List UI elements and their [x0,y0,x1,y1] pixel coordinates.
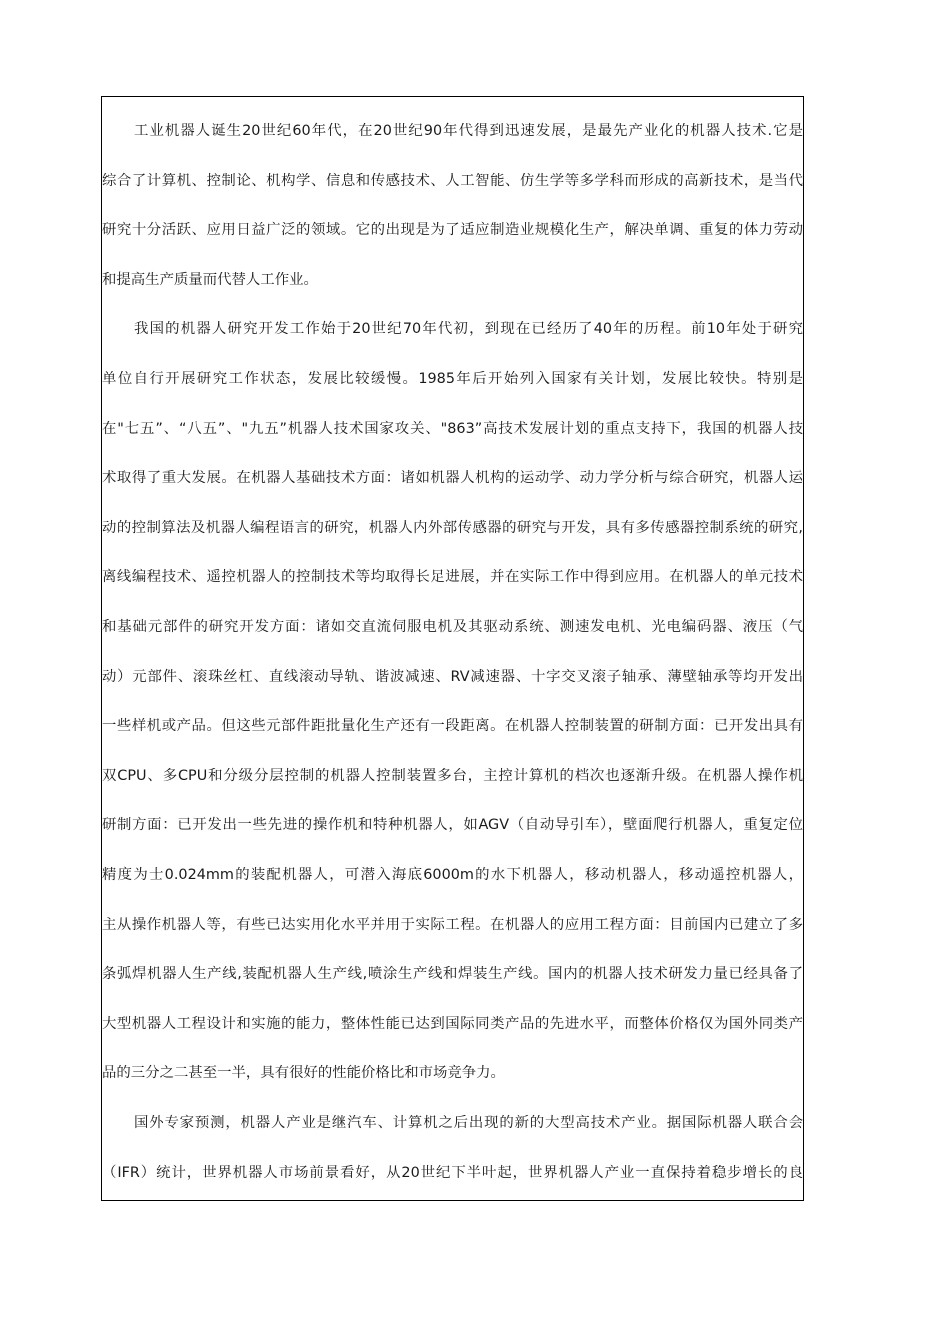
text-line: 双CPU、多CPU和分级分层控制的机器人控制装置多台，主控计算机的档次也逐渐升级。在机器人操作机 [102,767,803,784]
text-line: 精度为士0.024mm的装配机器人，可潜入海底6000m的水下机器人，移动机器人，移动遥控机器人， [102,867,803,883]
text-line: （IFR）统计，世界机器人市场前景看好，从20世纪下半叶起，世界机器人产业一直保持着稳步增长的良 [102,1164,803,1181]
text-line: 在"七五”、“八五”、"九五”机器人技术国家攻关、"863”高技术发展计划的重点支持下，我国的机器人技 [102,420,803,437]
text-line: 条弧焊机器人生产线,装配机器人生产线,喷涂生产线和焊装生产线。国内的机器人技术研发力量已经具备了 [102,966,803,983]
text-line: 我国的机器人研究开发工作始于20世纪70年代初，到现在已经历了40年的历程。前10年处于研究 [134,321,803,338]
text-line: 动）元部件、滚珠丝杠、直线滚动导轨、谐波减速、RV减速器、十字交叉滚子轴承、薄壁轴承等均开发出 [102,668,803,685]
text-line: 工业机器人诞生20世纪60年代，在20世纪90年代得到迅速发展，是最先产业化的机器人技术.它是 [134,123,803,139]
text-line: 研制方面：已开发出一些先进的操作机和特种机器人，如AGV（自动导引车），壁面爬行机器人，重复定位 [102,817,803,834]
text-line: 品的三分之二甚至一半，具有很好的性能价格比和市场竞争力。 [102,1065,505,1082]
text-line: 综合了计算机、控制论、机构学、信息和传感技术、人工智能、仿生学等多学科而形成的高新技术，是当代 [102,172,803,189]
text-line: 术取得了重大发展。在机器人基础技术方面：诸如机器人机构的运动学、动力学分析与综合研究，机器人运 [102,470,803,487]
text-line: 主从操作机器人等，有些已达实用化水平并用于实际工程。在机器人的应用工程方面：目前国内已建立了多 [102,916,803,933]
text-line: 离线编程技术、遥控机器人的控制技术等均取得长足进展，并在实际工作中得到应用。在机器人的单元技术 [102,569,803,586]
text-line: 研究十分活跃、应用日益广泛的领域。它的出现是为了适应制造业规模化生产，解决单调、重复的体力劳动 [102,222,803,239]
text-line: 和提高生产质量而代替人工作业。 [102,271,318,288]
text-line: 一些样机或产品。但这些元部件距批量化生产还有一段距离。在机器人控制装置的研制方面：已开发出具有 [102,718,803,735]
text-box-frame [101,96,804,1201]
text-line: 国外专家预测，机器人产业是继汽车、计算机之后出现的新的大型高技术产业。据国际机器人联合会 [134,1115,803,1131]
text-line: 单位自行开展研究工作状态，发展比较缓慢。1985年后开始列入国家有关计划，发展比较快。特别是 [102,371,803,387]
text-line: 动的控制算法及机器人编程语言的研究，机器人内外部传感器的研究与开发，具有多传感器控制系统的研究, [102,519,803,536]
text-line: 大型机器人工程设计和实施的能力，整体性能已达到国际同类产品的先进水平，而整体价格仅为国外同类产 [102,1015,803,1032]
text-line: 和基础元部件的研究开发方面：诸如交直流伺服电机及其驱动系统、测速发电机、光电编码器、液压（气 [102,619,803,635]
